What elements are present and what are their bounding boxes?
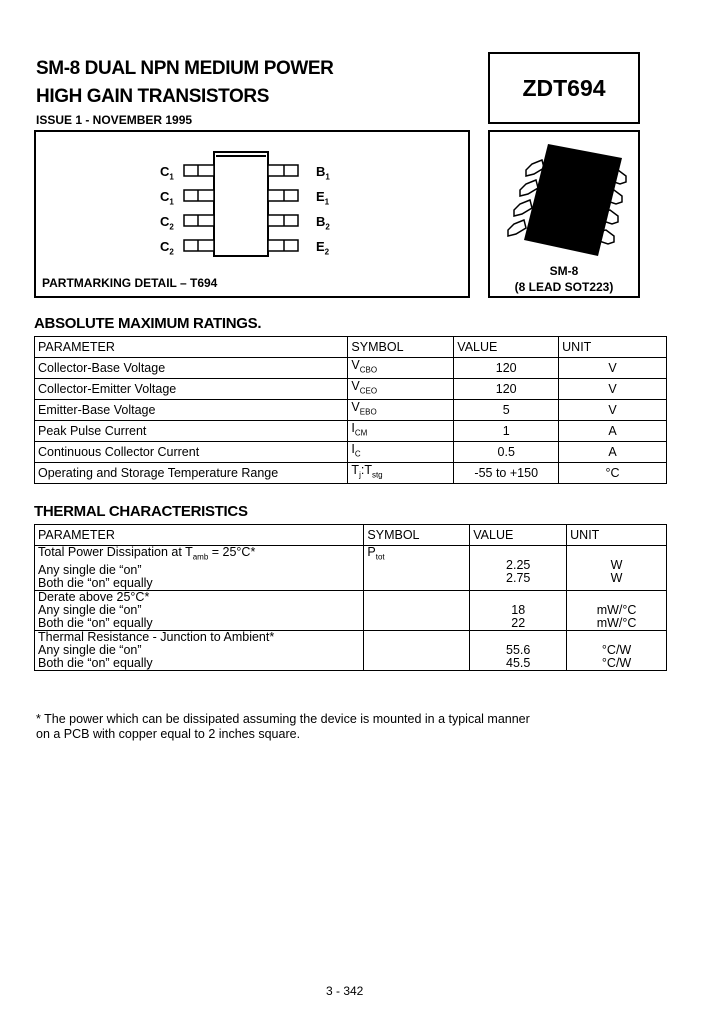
- value-cell: 1: [454, 421, 559, 442]
- value-cell: 0.5: [454, 442, 559, 463]
- param-cell: Derate above 25°C* Any single die “on” Both die “on” equally: [35, 590, 364, 630]
- pin-label-left-4: $C_2$: [160, 239, 174, 257]
- pin-label-right-4: $E_2$: [316, 239, 330, 257]
- symbol-cell: $V_{CBO}$: [348, 358, 454, 379]
- abs-max-heading: ABSOLUTE MAXIMUM RATINGS.: [34, 315, 262, 332]
- thermal-table: [34, 524, 667, 671]
- pinout-box: [34, 130, 470, 298]
- table-header-row: [35, 525, 667, 546]
- value-cell: 18 22: [470, 590, 567, 630]
- unit-cell: V: [559, 400, 667, 421]
- unit-cell: A: [559, 421, 667, 442]
- value-cell: 120: [454, 379, 559, 400]
- table-row: [35, 442, 667, 463]
- header-symbol: SYMBOL: [364, 525, 470, 546]
- package-box: [488, 130, 640, 298]
- value-cell: 2.25 2.75: [470, 546, 567, 591]
- table-header-row: [35, 337, 667, 358]
- table-row: [35, 379, 667, 400]
- param-cell: Collector-Base Voltage: [35, 358, 348, 379]
- value-cell: 120: [454, 358, 559, 379]
- header-value: VALUE: [454, 337, 559, 358]
- value-cell: -55 to +150: [454, 463, 559, 484]
- param-cell: Thermal Resistance - Junction to Ambient* Any single die “on” Both die “on” equally: [35, 630, 364, 670]
- param-cell: Total Power Dissipation at $T_{amb} = 25^\circ C*$ Any single die “on” Both die “on” equally: [35, 546, 364, 591]
- package-name: SM-8: [549, 264, 579, 278]
- param-cell: Operating and Storage Temperature Range: [35, 463, 348, 484]
- partmarking-detail: PARTMARKING DETAIL – T694: [42, 276, 218, 290]
- symbol-cell: [364, 630, 470, 670]
- param-cell: Collector-Emitter Voltage: [35, 379, 348, 400]
- param-cell: Continuous Collector Current: [35, 442, 348, 463]
- param-cell: Peak Pulse Current: [35, 421, 348, 442]
- issue-date: ISSUE 1 - NOVEMBER 1995: [36, 113, 193, 127]
- table-row: [35, 546, 667, 591]
- pinout-diagram: [36, 132, 468, 296]
- symbol-cell: $V_{EBO}$: [348, 400, 454, 421]
- header-unit: UNIT: [567, 525, 667, 546]
- part-number: ZDT694: [522, 75, 606, 101]
- symbol-cell: $I_C$: [348, 442, 454, 463]
- page-title-line1: SM-8 DUAL NPN MEDIUM POWER: [36, 58, 334, 79]
- symbol-cell: $V_{CEO}$: [348, 379, 454, 400]
- param-cell: Emitter-Base Voltage: [35, 400, 348, 421]
- header-unit: UNIT: [559, 337, 667, 358]
- pin-label-right-2: $E_1$: [316, 189, 330, 207]
- unit-cell: °C: [559, 463, 667, 484]
- unit-cell: A: [559, 442, 667, 463]
- pin-label-left-3: $C_2$: [160, 214, 174, 232]
- header-symbol: SYMBOL: [348, 337, 454, 358]
- header-value: VALUE: [470, 525, 567, 546]
- page-number: 3 - 342: [326, 984, 364, 998]
- unit-cell: mW/°C mW/°C: [567, 590, 667, 630]
- symbol-cell: [364, 590, 470, 630]
- pin-label-left-1: $C_1$: [160, 164, 174, 182]
- abs-max-table: [34, 336, 667, 484]
- footnote-line1: * The power which can be dissipated assuming the device is mounted in a typical manner: [36, 712, 530, 726]
- value-cell: 55.6 45.5: [470, 630, 567, 670]
- thermal-heading: THERMAL CHARACTERISTICS: [34, 503, 248, 520]
- unit-cell: W W: [567, 546, 667, 591]
- footnote-line2: on a PCB with copper equal to 2 inches square.: [36, 727, 301, 741]
- table-row: [35, 590, 667, 630]
- pin-label-right-3: $B_2$: [316, 214, 330, 232]
- table-row: [35, 630, 667, 670]
- package-illustration: [490, 132, 638, 262]
- unit-cell: V: [559, 379, 667, 400]
- part-number-box: [488, 52, 640, 124]
- value-cell: 5: [454, 400, 559, 421]
- symbol-cell: $I_{CM}$: [348, 421, 454, 442]
- table-row: [35, 463, 667, 484]
- symbol-cell: $P_{tot}$: [364, 546, 470, 591]
- unit-cell: °C/W °C/W: [567, 630, 667, 670]
- pin-label-right-1: $B_1$: [316, 164, 330, 182]
- table-row: [35, 421, 667, 442]
- table-row: [35, 358, 667, 379]
- header-parameter: PARAMETER: [35, 525, 364, 546]
- pin-label-left-2: $C_1$: [160, 189, 174, 207]
- table-row: [35, 400, 667, 421]
- package-description: (8 LEAD SOT223): [514, 280, 614, 294]
- header-parameter: PARAMETER: [35, 337, 348, 358]
- page-title-line2: HIGH GAIN TRANSISTORS: [36, 86, 269, 107]
- unit-cell: V: [559, 358, 667, 379]
- symbol-cell: $T_j:T_{stg}$: [348, 463, 454, 484]
